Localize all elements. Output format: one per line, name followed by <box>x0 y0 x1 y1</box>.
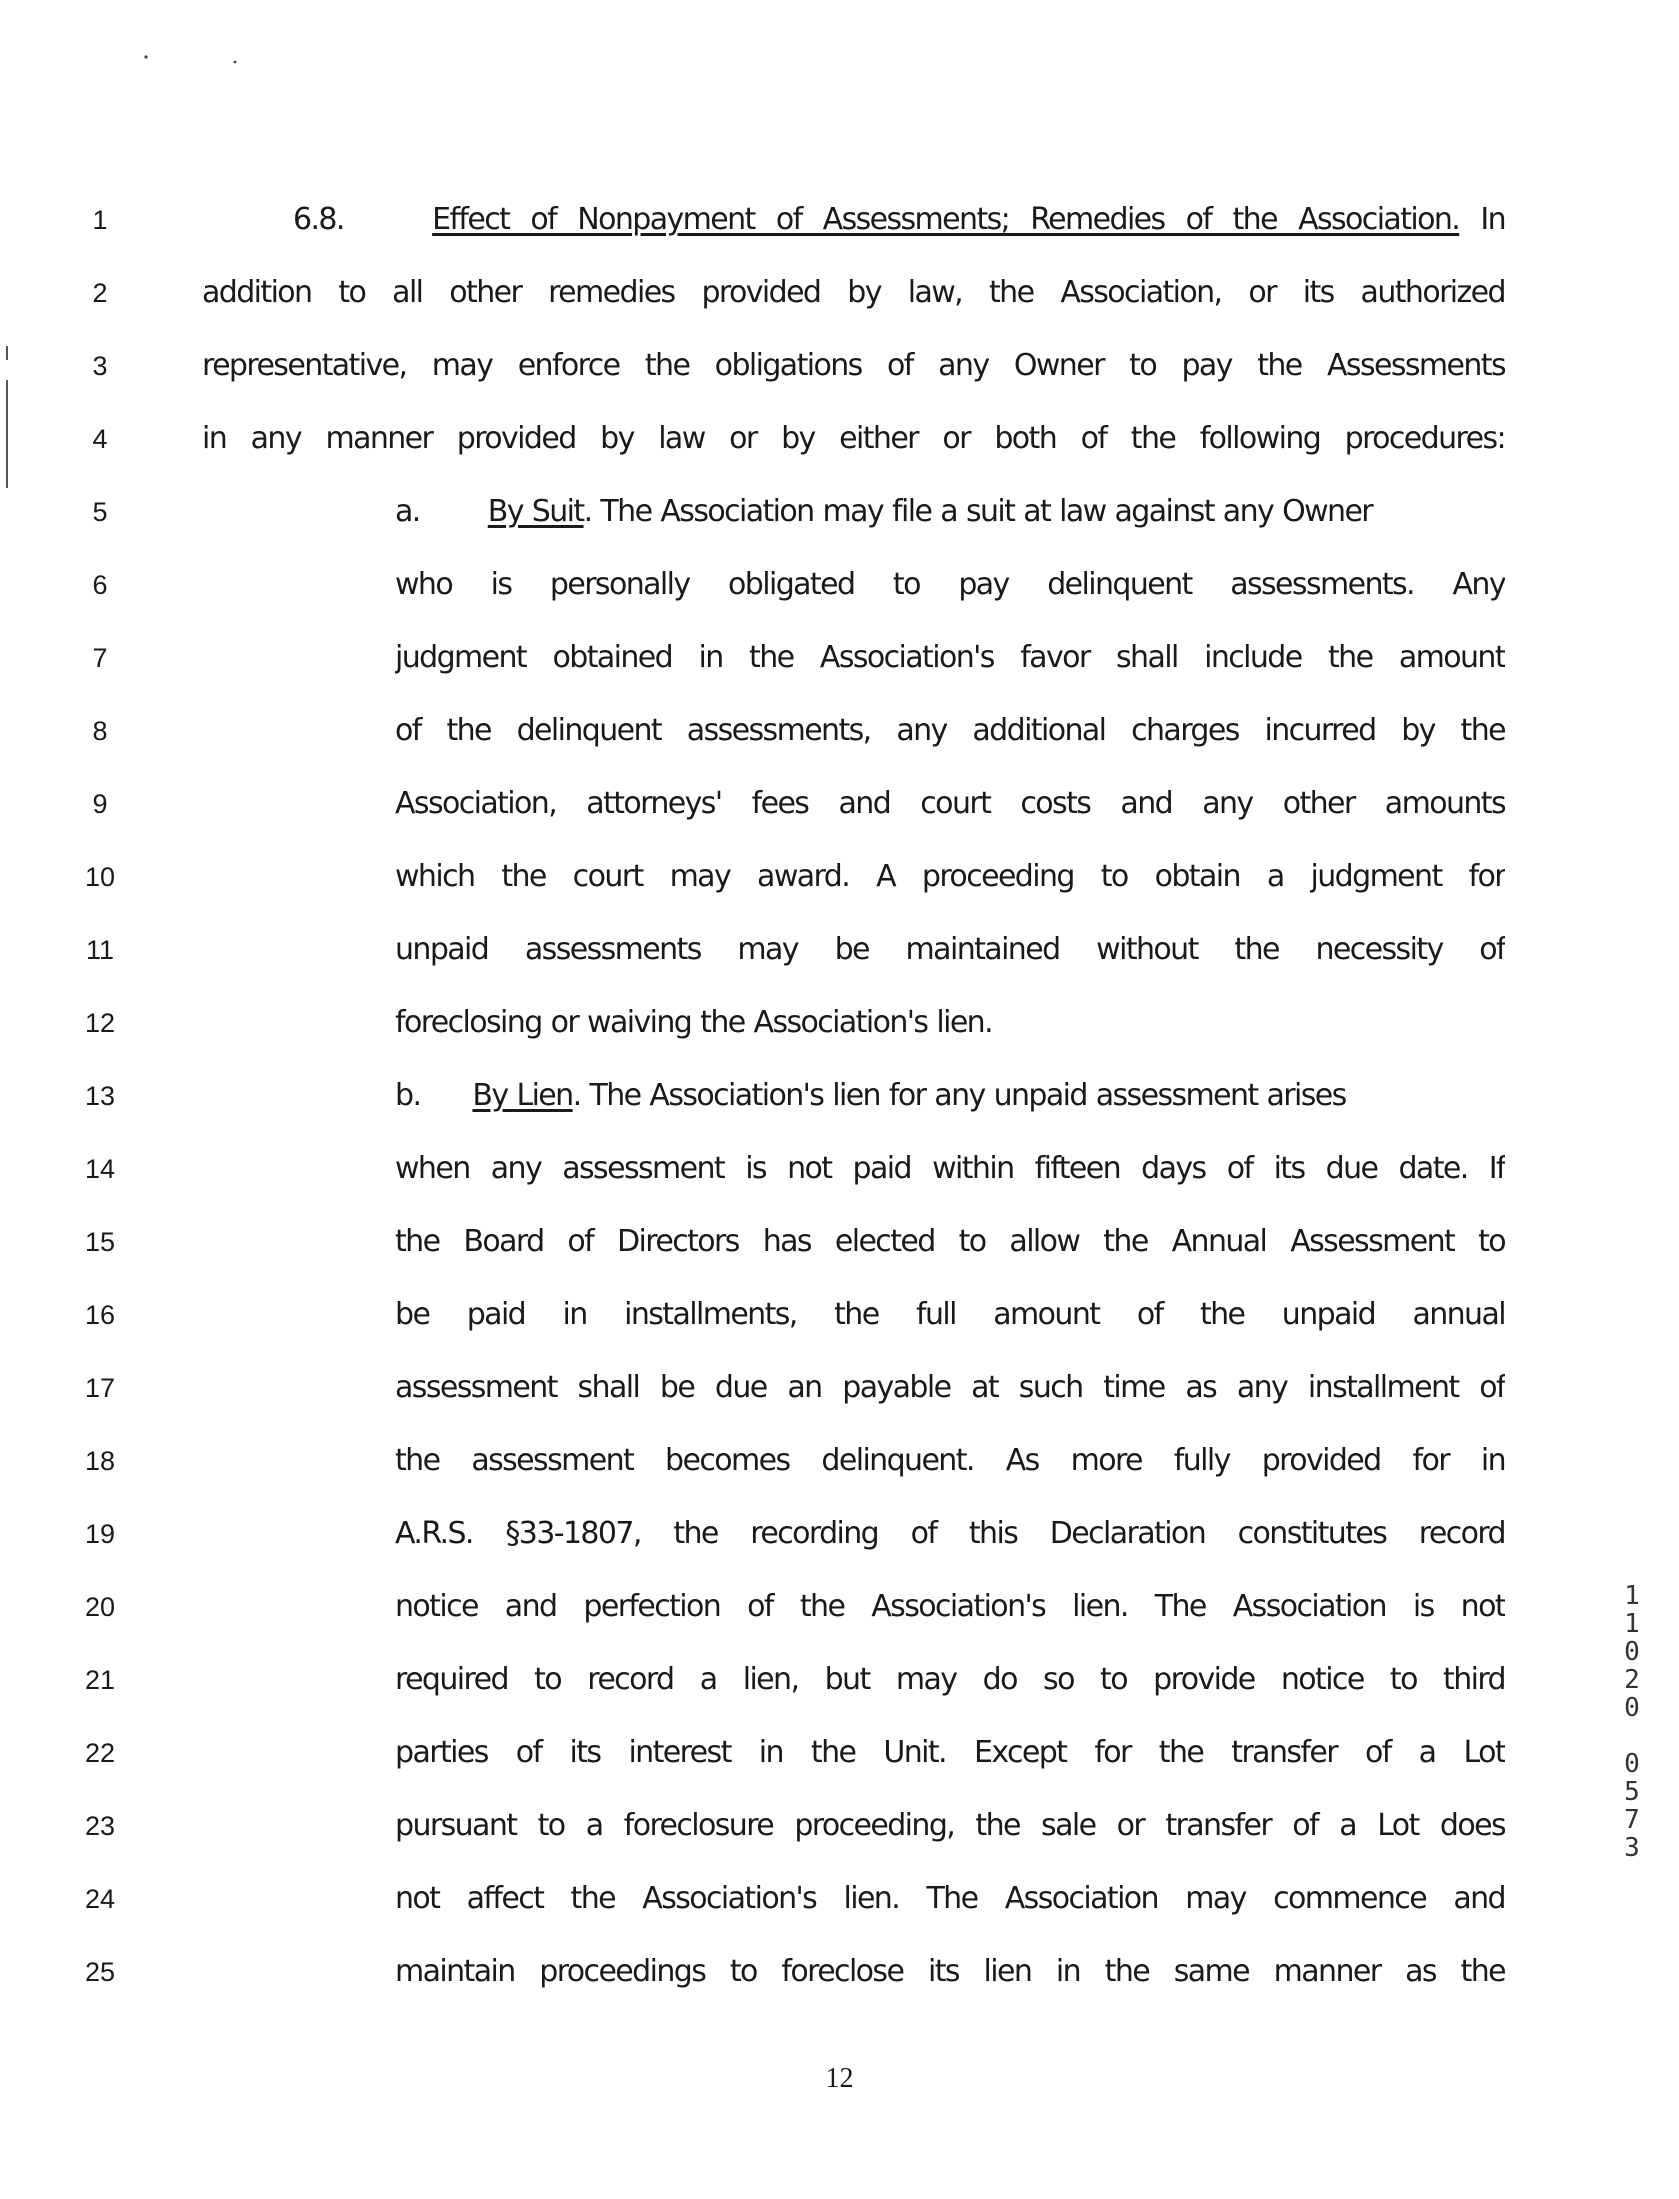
line-number: 7 <box>92 643 108 673</box>
section-heading: Effect of Nonpayment of Assessments; Remedies of the Association. <box>432 202 1460 237</box>
text-line: who is personally obligated to pay delinquent assessments. Any <box>395 567 1505 602</box>
section-number: 6.8. <box>293 202 344 237</box>
line-number: 3 <box>92 351 108 381</box>
subsection-a-heading: By Suit <box>487 494 584 529</box>
subsection-a-line <box>395 492 1505 532</box>
line-number: 19 <box>84 1519 116 1549</box>
text-line: be paid in installments, the full amount of the unpaid annual <box>395 1297 1505 1332</box>
line-number: 6 <box>92 570 108 600</box>
subsection-b-tail: . The Association's lien for any unpaid assessment arises <box>572 1078 1346 1113</box>
line-number: 25 <box>84 1957 116 1987</box>
line-number: 20 <box>84 1592 116 1622</box>
subsection-a-tail: . The Association may file a suit at law against any Owner <box>583 494 1373 529</box>
line-number: 23 <box>84 1811 116 1841</box>
text-line: notice and perfection of the Association's lien. The Association is not <box>395 1589 1505 1624</box>
page-number: 12 <box>825 2063 854 2094</box>
text-line: pursuant to a foreclosure proceeding, the sale or transfer of a Lot does <box>395 1808 1505 1843</box>
line-number: 21 <box>84 1665 116 1695</box>
section-heading-line <box>202 200 1505 240</box>
text-line: maintain proceedings to foreclose its lien in the same manner as the <box>395 1954 1505 1989</box>
text-line: required to record a lien, but may do so to provide notice to third <box>395 1662 1505 1697</box>
line-number: 13 <box>84 1081 116 1111</box>
line-number: 4 <box>92 424 108 454</box>
scan-specks <box>0 0 260 80</box>
line-number: 1 <box>92 205 108 235</box>
line-number: 11 <box>85 935 115 965</box>
line-number: 18 <box>84 1446 116 1476</box>
stamp-digit: 1 <box>1624 1609 1640 1639</box>
subsection-a-label: a. <box>395 494 420 529</box>
line-number: 9 <box>92 789 108 819</box>
scan-margin-mark <box>6 380 8 488</box>
text-line: addition to all other remedies provided by law, the Association, or its authorized <box>202 275 1505 310</box>
stamp-digit: 7 <box>1624 1805 1640 1835</box>
text-line: in any manner provided by law or by either or both of the following procedures: <box>202 421 1505 456</box>
text-line: foreclosing or waiving the Association's lien. <box>395 1005 993 1040</box>
text-line: A.R.S. §33-1807, the recording of this Declaration constitutes record <box>395 1516 1505 1551</box>
text-line: when any assessment is not paid within fifteen days of its due date. If <box>395 1151 1505 1186</box>
text-line: parties of its interest in the Unit. Except for the transfer of a Lot <box>395 1735 1505 1770</box>
stamp-digit: 0 <box>1624 1637 1640 1667</box>
line-number: 16 <box>84 1300 116 1330</box>
line-number: 12 <box>84 1008 116 1038</box>
subsection-b-line <box>395 1076 1505 1116</box>
line-number: 2 <box>92 278 108 308</box>
recording-stamp <box>1618 1582 1646 1862</box>
line-number: 15 <box>84 1227 116 1257</box>
text-line: Association, attorneys' fees and court costs and any other amounts <box>395 786 1505 821</box>
stamp-digit: 2 <box>1624 1665 1640 1695</box>
text-line: of the delinquent assessments, any additional charges incurred by the <box>395 713 1505 748</box>
text-line: the assessment becomes delinquent. As more fully provided for in <box>395 1443 1505 1478</box>
line-number: 14 <box>84 1154 116 1184</box>
text-line: representative, may enforce the obligations of any Owner to pay the Assessments <box>202 348 1505 383</box>
subsection-b-label: b. <box>395 1078 421 1113</box>
text-line: the Board of Directors has elected to allow the Annual Assessment to <box>395 1224 1505 1259</box>
line-number: 17 <box>84 1373 116 1403</box>
text-line: assessment shall be due an payable at such time as any installment of <box>395 1370 1505 1405</box>
line-number: 5 <box>92 497 108 527</box>
scan-margin-mark <box>6 346 8 360</box>
line-number: 24 <box>84 1884 116 1914</box>
text-line: unpaid assessments may be maintained without the necessity of <box>395 932 1505 967</box>
text-line: which the court may award. A proceeding to obtain a judgment for <box>395 859 1505 894</box>
text-line: not affect the Association's lien. The Association may commence and <box>395 1881 1505 1916</box>
stamp-digit: 1 <box>1624 1581 1640 1611</box>
stamp-digit: 5 <box>1624 1777 1640 1807</box>
line-number: 22 <box>84 1738 116 1768</box>
stamp-digit: 0 <box>1624 1749 1640 1779</box>
stamp-digit: 3 <box>1624 1833 1640 1863</box>
section-heading-tail: In <box>1480 202 1505 237</box>
stamp-digit: 0 <box>1624 1693 1640 1723</box>
subsection-b-heading: By Lien <box>472 1078 573 1113</box>
line-number: 8 <box>92 716 108 746</box>
text-line: judgment obtained in the Association's favor shall include the amount <box>395 640 1505 675</box>
line-number: 10 <box>84 862 116 892</box>
